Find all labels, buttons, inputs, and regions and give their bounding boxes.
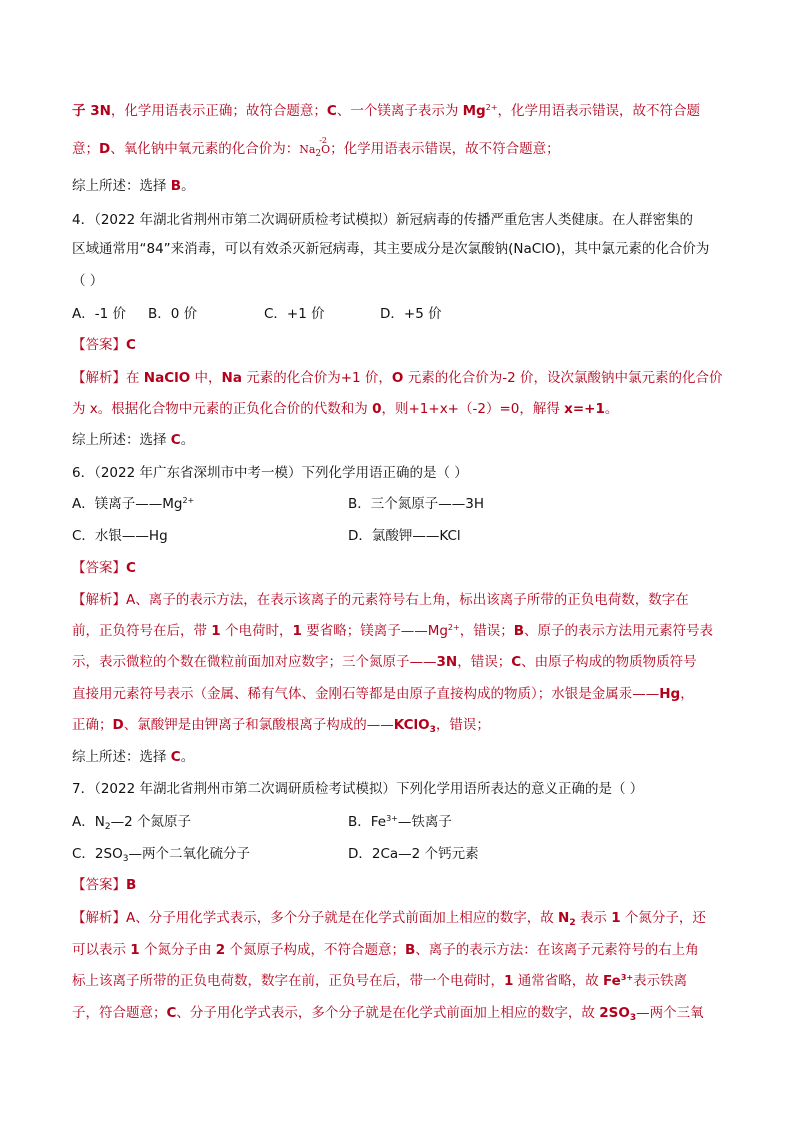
subscript: 2 — [315, 149, 322, 159]
text: 个电荷时， — [220, 623, 293, 639]
q6-answer — [72, 558, 136, 578]
q6-analysis-line-3 — [72, 652, 697, 672]
text: 。 — [180, 432, 195, 448]
q4-summary — [72, 430, 194, 450]
q6-summary — [72, 747, 194, 767]
text: A、分子用化学式表示，多个分子就是在化学式前面加上相应的数字，故 — [126, 910, 559, 926]
text: 【答案】 — [72, 337, 126, 353]
text: A．-1 价 — [72, 306, 126, 322]
text: 【解析】 — [72, 910, 126, 926]
text: 前，正负符号在后，带 — [72, 623, 212, 639]
text: 、氧化钠中氧元素的化合价为： — [110, 141, 300, 157]
q4-option-d — [380, 304, 442, 324]
subscript: 3 — [429, 725, 436, 735]
text: ，错误； — [459, 623, 514, 639]
text: 2 — [215, 942, 226, 958]
text: C．+1 价 — [264, 306, 325, 322]
superscript: 2+ — [485, 103, 498, 112]
text: B — [513, 623, 525, 639]
subscript: 2 — [569, 918, 576, 928]
text: 6．（2022 年广东省深圳市中考一模）下列化学用语正确的是（ ） — [72, 465, 468, 481]
text: 表示铁离 — [633, 973, 688, 989]
text: B — [405, 942, 416, 958]
q7-option-a — [72, 812, 191, 834]
text: 1 — [504, 973, 514, 989]
text: 1 — [292, 623, 302, 639]
text: 要省略；镁离子—— — [301, 623, 428, 639]
text: 3N — [436, 654, 458, 670]
text: 意； — [72, 141, 99, 157]
q6-analysis-line-5 — [72, 715, 490, 737]
text: A．镁离子——Mg — [72, 496, 183, 512]
text: x=+1 — [564, 401, 605, 417]
text: Hg — [659, 686, 681, 702]
q4-answer — [72, 335, 136, 355]
text: 为 x。根据化合物中元素的正负化合价的代数和为 — [72, 401, 373, 417]
text: 子，符合题意； — [72, 1005, 167, 1021]
text: —2 个氮原子 — [110, 814, 191, 830]
text: 7．（2022 年湖北省荆州市第二次调研质检考试模拟）下列化学用语所表达的意义正确的是（ ） — [72, 781, 644, 797]
text: 元素的化合价为-2 价，设次氯酸钠中氯元素的化合价 — [403, 370, 723, 386]
q6-option-d — [348, 526, 461, 546]
q4-stem-line-2 — [72, 239, 709, 259]
text: 综上所述：选择 — [72, 749, 171, 765]
q7-option-c — [72, 844, 250, 866]
text: B．Fe — [348, 814, 387, 830]
q7-analysis-line-1 — [72, 908, 706, 930]
text: —铁离子 — [397, 814, 452, 830]
text: C — [326, 103, 337, 119]
text: 0 — [372, 401, 382, 417]
text: 个氮分子，还 — [620, 910, 706, 926]
q6-analysis-line-4 — [72, 684, 694, 704]
q6-analysis-line-1 — [72, 590, 689, 610]
text: 综上所述：选择 — [72, 432, 171, 448]
text: ， — [680, 686, 694, 702]
text: Fe — [603, 973, 621, 989]
superscript: 2+ — [182, 496, 195, 505]
text: （ ） — [72, 273, 104, 289]
valence-mark: -2 — [319, 136, 328, 145]
text: 中， — [190, 370, 222, 386]
text: 可以表示 — [72, 942, 131, 958]
text: 1 — [611, 910, 621, 926]
cont-line-1 — [72, 101, 700, 121]
text: ，错误； — [435, 717, 490, 733]
q4-option-c — [264, 304, 325, 324]
text: 、氯酸钾是由钾离子和氯酸根离子构成的—— — [123, 717, 394, 733]
q4-analysis-line-1 — [72, 368, 722, 388]
text: 直接用元素符号表示（金属、稀有气体、金刚石等都是由原子直接构成的物质）；水银是金属汞—— — [72, 686, 660, 702]
text: 个氮原子构成，不符合题意； — [225, 942, 405, 958]
text: 子 3N — [72, 103, 111, 119]
text: C — [511, 654, 522, 670]
q7-answer — [72, 875, 136, 895]
q7-analysis-line-2 — [72, 940, 699, 960]
text: ；化学用语表示错误，故不符合题意； — [330, 141, 560, 157]
text: ，错误； — [457, 654, 512, 670]
text: 【答案】 — [72, 560, 126, 576]
q7-analysis-line-4 — [72, 1003, 704, 1025]
q6-option-c — [72, 526, 168, 546]
text: KClO — [393, 717, 430, 733]
text: O — [321, 143, 331, 156]
subscript: 3 — [122, 854, 129, 864]
q6-analysis-line-2 — [72, 621, 713, 641]
q7-option-d — [348, 844, 479, 864]
text: N — [558, 910, 570, 926]
superscript: 3+ — [386, 814, 398, 823]
text: ，化学用语表示错误，故不符合题 — [497, 103, 701, 119]
text: Na — [221, 370, 242, 386]
text: 。 — [604, 401, 619, 417]
text: 【解析】 — [72, 592, 126, 608]
text: 【解析】 — [72, 370, 126, 386]
text: 在 — [126, 370, 144, 386]
text: 区域通常用“84”来消毒，可以有效杀灭新冠病毒，其主要成分是次氯酸钠(NaClO)，其中氯元素的化合价为 — [72, 241, 710, 257]
text: —两个二氧化硫分子 — [128, 846, 250, 862]
text: D．氯酸钾——KCl — [348, 528, 461, 544]
q4-stem-line-1 — [72, 210, 693, 230]
text: 、由原子构成的物质物质符号 — [521, 654, 697, 670]
text: 。 — [180, 749, 195, 765]
text: 正确； — [72, 717, 113, 733]
text: A、离子的表示方法，在表示该离子的元素符号右上角，标出该离子所带的正负电荷数，数字在 — [126, 592, 689, 608]
text: 。 — [181, 178, 195, 194]
q4-option-b — [148, 304, 197, 324]
text: Na — [299, 143, 316, 156]
cont-line-2 — [72, 136, 560, 161]
text: 、原子的表示方法用元素符号表 — [524, 623, 714, 639]
q7-option-b — [348, 812, 452, 832]
text: 个氮分子由 — [139, 942, 216, 958]
text: —两个三氧 — [636, 1005, 704, 1021]
subscript: 2 — [104, 822, 111, 832]
text: 【答案】 — [72, 877, 126, 893]
q4-analysis-line-2 — [72, 399, 618, 419]
text: C — [170, 432, 181, 448]
text: C．2SO — [72, 846, 123, 862]
text: ，化学用语表示正确；故符合题意； — [110, 103, 327, 119]
text: 1 — [211, 623, 221, 639]
sodium-oxide-formula — [299, 136, 331, 161]
superscript: 3+ — [620, 973, 634, 982]
text: C — [170, 749, 181, 765]
cont-summary — [72, 176, 195, 196]
text: B — [126, 877, 137, 893]
text: 通常省略，故 — [513, 973, 603, 989]
text: ，则+1+x+（-2）=0，解得 — [381, 401, 565, 417]
text: 、分子用化学式表示，多个分子就是在化学式前面加上相应的数字，故 — [176, 1005, 600, 1021]
text: C — [126, 560, 136, 576]
q6-option-b — [348, 494, 484, 514]
text: D．+5 价 — [380, 306, 442, 322]
text: D．2Ca—2 个钙元素 — [348, 846, 479, 862]
text: NaClO — [143, 370, 191, 386]
text: 4．（2022 年湖北省荆州市第二次调研质检考试模拟）新冠病毒的传播严重危害人类健康。在人群密集的 — [72, 212, 693, 228]
text: D — [99, 141, 111, 157]
text: Mg — [462, 103, 486, 119]
q7-stem — [72, 779, 643, 799]
q4-option-a — [72, 304, 126, 324]
text: B — [170, 178, 182, 194]
text: 2SO — [599, 1005, 630, 1021]
text: C — [126, 337, 136, 353]
q6-stem — [72, 463, 468, 483]
text: 、一个镁离子表示为 — [336, 103, 463, 119]
subscript: 3 — [629, 1013, 637, 1023]
superscript: 2+ — [447, 623, 460, 632]
text: 、离子的表示方法：在该离子元素符号的右上角 — [415, 942, 699, 958]
text: Mg — [427, 623, 448, 639]
text: D — [112, 717, 124, 733]
text: 1 — [130, 942, 140, 958]
text: C — [166, 1005, 177, 1021]
text: 表示 — [575, 910, 612, 926]
text: 示，表示微粒的个数在微粒前面加对应数字；三个氮原子—— — [72, 654, 437, 670]
text: 元素的化合价为+1 价， — [241, 370, 392, 386]
text: B．0 价 — [148, 306, 198, 322]
text: B．三个氮原子——3H — [348, 496, 485, 512]
text: C．水银——Hg — [72, 528, 168, 544]
q7-analysis-line-3 — [72, 971, 687, 991]
text: A．N — [72, 814, 105, 830]
q4-stem-line-3 — [72, 271, 103, 291]
text: 标上该离子所带的正负电荷数，数字在前，正负号在后，带一个电荷时， — [72, 973, 504, 989]
text: O — [391, 370, 404, 386]
text: 综上所述：选择 — [72, 178, 171, 194]
q6-option-a — [72, 494, 194, 514]
